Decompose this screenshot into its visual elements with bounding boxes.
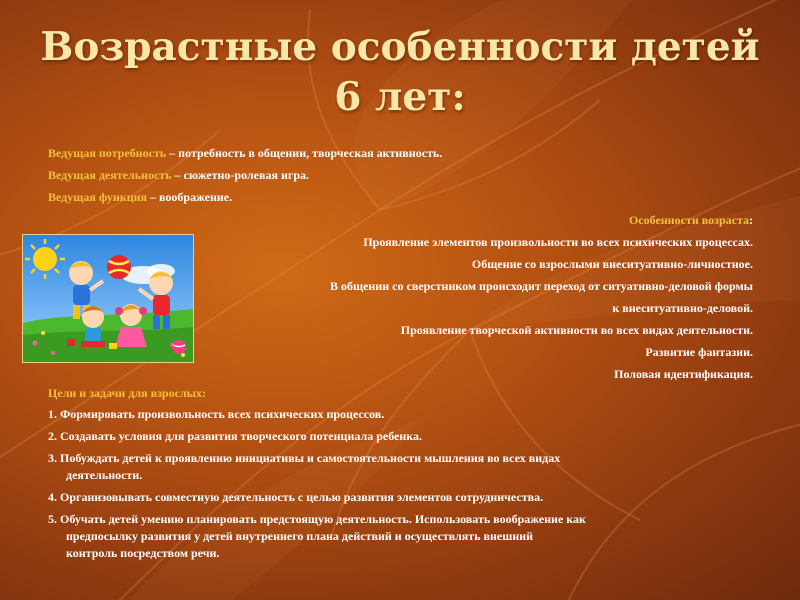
feature-item: Проявление элементов произвольности во всех психических процессах. bbox=[363, 235, 753, 249]
children-playing-illustration bbox=[22, 234, 194, 363]
ball-icon bbox=[107, 255, 131, 279]
leading-function-text: – воображение. bbox=[147, 190, 233, 204]
goals-heading-label: Цели и задачи для взрослых: bbox=[48, 386, 207, 400]
leading-need-label: Ведущая потребность bbox=[48, 146, 167, 160]
leading-need-text: – потребность в общении, творческая активность. bbox=[166, 146, 443, 160]
leading-activity-text: – сюжетно-ролевая игра. bbox=[171, 168, 310, 182]
feature-item: Развитие фантазии. bbox=[645, 345, 753, 359]
feature-item: к внеситуативно-деловой. bbox=[612, 301, 753, 315]
slide-title-line-2: 6 лет: bbox=[334, 74, 466, 120]
leading-activity-line bbox=[48, 167, 309, 184]
feature-item: Проявление творческой активности во всех видах деятельности. bbox=[400, 323, 753, 337]
leading-need-line bbox=[48, 145, 442, 162]
goal-item-continuation: контроль посредством речи. bbox=[66, 546, 220, 560]
goal-item-continuation: деятельности. bbox=[66, 468, 143, 482]
features-heading-label: Особенности возраста bbox=[628, 213, 749, 227]
slide-title bbox=[0, 22, 800, 122]
features-heading-suffix: : bbox=[749, 213, 753, 227]
leading-function-label: Ведущая функция bbox=[48, 190, 148, 204]
goal-item: 4. Организовывать совместную деятельность с целью развития элементов сотрудничества. bbox=[48, 490, 544, 504]
goal-item: 1. Формировать произвольность всех психических процессов. bbox=[48, 407, 385, 421]
goal-item: 3. Побуждать детей к проявлению инициативы и самостоятельности мышления во всех видах bbox=[48, 451, 561, 465]
goal-item: 2. Создавать условия для развития творческого потенциала ребенка. bbox=[48, 429, 423, 443]
leading-function-line bbox=[48, 189, 232, 206]
feature-item: Половая идентификация. bbox=[614, 367, 753, 381]
goal-item-continuation: предпосылку развития у детей внутреннего плана действий и осуществлять внешний bbox=[66, 529, 534, 543]
goals-heading bbox=[48, 385, 206, 402]
goal-item: 5. Обучать детей умению планировать предстоящую деятельность. Использовать воображение как bbox=[48, 512, 586, 526]
feature-item: Общение со взрослыми внеситуативно-личностное. bbox=[471, 257, 753, 271]
leading-activity-label: Ведущая деятельность bbox=[48, 168, 172, 182]
feature-item: В общении со сверстником происходит переход от ситуативно-деловой формы bbox=[329, 279, 753, 293]
features-heading bbox=[629, 212, 753, 229]
slide-title-line-1: Возрастные особенности детей bbox=[40, 24, 760, 70]
